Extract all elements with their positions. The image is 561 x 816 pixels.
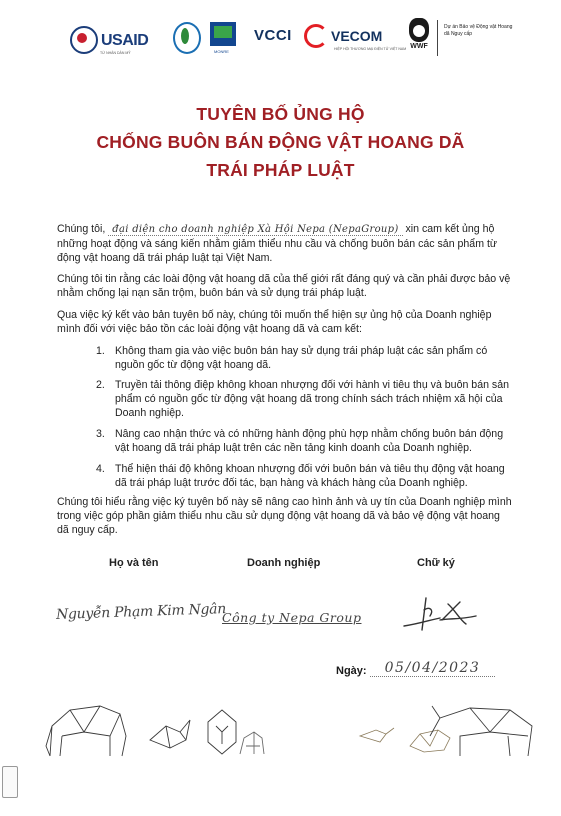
vecom-logo bbox=[304, 24, 407, 51]
column-header-company: Doanh nghiệp bbox=[247, 557, 321, 569]
column-header-name: Họ và tên bbox=[109, 557, 159, 569]
book-logo-label: MONRE bbox=[214, 49, 229, 54]
list-item-text: Truyền tải thông điệp không khoan nhượng đối với hành vi tiêu thụ và buôn bán sản phẩm có nguồn gốc từ động vật hoang dã trong chính sách trách nhiệm xã hội của Doanh nghiệp. bbox=[115, 379, 510, 420]
project-logo-text: Dự án Bảo vệ Động vật Hoang dã Nguy cấp bbox=[444, 24, 513, 37]
logo-divider bbox=[437, 20, 438, 56]
bird-icon bbox=[150, 720, 190, 748]
wildlife-illustration bbox=[40, 696, 540, 766]
list-item-text: Thể hiện thái độ không khoan nhượng đối với buôn bán và tiêu thụ động vật hoang dã trái pháp luật trước đối tác, bạn hàng và khách hàng của Doanh nghiệp. bbox=[115, 463, 505, 490]
intro-suffix: xin cam kết ủng hộ những hoạt động và sáng kiến nhằm giảm thiểu nhu cầu và chống buôn bán các sản phẩm từ động vật hoang dã trái pháp luật tại Việt Nam. bbox=[57, 223, 498, 265]
list-item-number: 3. bbox=[96, 428, 105, 440]
list-item-number: 1. bbox=[96, 345, 105, 357]
handwritten-company: Công ty Nepa Group bbox=[222, 610, 362, 625]
commitment-intro-paragraph: Qua việc ký kết vào bản tuyên bố này, chúng tôi muốn thể hiện sự ủng hộ của Doanh nghiệp mình đối với việc bảo tồn các loài động vật hoang dã và cam kết: bbox=[57, 309, 492, 336]
list-item bbox=[96, 344, 509, 372]
environment-book-logo bbox=[210, 22, 236, 54]
date-label: Ngày: bbox=[336, 665, 367, 677]
list-item-text: Không tham gia vào việc buôn bán hay sử dụng trái pháp luật các sản phẩm có nguồn gốc từ động vật hoang dã. bbox=[115, 345, 488, 372]
usaid-wordmark: USAID bbox=[101, 31, 149, 49]
title-line-3: TRÁI PHÁP LUẬT bbox=[206, 160, 355, 180]
handwritten-representative: đại diện cho doanh nghiệp Xà Hội Nepa (NepaGroup) bbox=[108, 224, 402, 236]
list-item bbox=[96, 378, 510, 421]
emblem-icon bbox=[173, 22, 201, 54]
title-line-2: CHỐNG BUÔN BÁN ĐỘNG VẬT HOANG DÃ bbox=[96, 132, 465, 152]
wwf-wordmark: WWF bbox=[410, 43, 428, 50]
usaid-seal-icon bbox=[70, 26, 98, 54]
list-item-number: 2. bbox=[96, 379, 105, 391]
wwf-logo bbox=[409, 18, 429, 50]
list-item-number: 4. bbox=[96, 463, 105, 475]
intro-prefix: Chúng tôi, bbox=[57, 223, 106, 235]
list-item bbox=[96, 462, 509, 490]
bird-flying-icon bbox=[360, 728, 394, 742]
column-header-signature: Chữ ký bbox=[417, 557, 455, 569]
list-item-text: Nâng cao nhận thức và có những hành động phù hợp nhằm chống buôn bán động vật hoang dã trái pháp luật trên các nền tảng kinh doanh của Doanh nghiệp. bbox=[115, 428, 504, 455]
vecom-wordmark: VECOM bbox=[331, 28, 383, 44]
side-document-icon bbox=[2, 766, 18, 798]
ministry-emblem-logo bbox=[173, 22, 201, 54]
handwritten-name: Nguyễn Phạm Kim Ngân bbox=[55, 601, 227, 623]
vecom-tagline: HIỆP HỘI THƯƠNG MẠI ĐIỆN TỬ VIỆT NAM bbox=[334, 47, 407, 51]
usaid-tagline: TỪ NHÂN DÂN MỸ bbox=[100, 51, 131, 55]
elephant-left-icon bbox=[46, 706, 126, 756]
list-item bbox=[96, 427, 509, 455]
panda-icon bbox=[409, 18, 429, 42]
usaid-logo bbox=[70, 26, 148, 54]
belief-paragraph: Chúng tôi tin rằng các loài động vật hoang dã của thế giới rất đáng quý và cần phải được bảo vệ nhằm chống lại nạn săn trộm, buôn bán và sử dụng trái pháp luật. bbox=[57, 273, 511, 300]
book-icon bbox=[210, 22, 236, 46]
closing-paragraph: Chúng tôi hiểu rằng việc ký tuyên bố này sẽ nâng cao hình ảnh và uy tín của Doanh nghiệp mình trong việc góp phần giảm thiểu nhu cầu sử dụng động vật hoang dã và bảo vệ động vật hoang dã nguy cấp. bbox=[57, 496, 512, 537]
signature-mark bbox=[400, 590, 480, 640]
tiger-head-icon bbox=[208, 710, 236, 754]
pangolin-icon bbox=[410, 730, 450, 752]
rhino-icon bbox=[430, 706, 532, 756]
turtle-icon bbox=[240, 732, 264, 754]
title-line-1: TUYÊN BỐ ỦNG HỘ bbox=[196, 104, 365, 124]
intro-paragraph bbox=[57, 222, 512, 266]
vcci-logo: VCCI bbox=[254, 27, 292, 44]
vecom-e-icon bbox=[304, 24, 328, 48]
logo-bar bbox=[70, 18, 531, 60]
handwritten-date: 05/04/2023 bbox=[370, 660, 495, 677]
